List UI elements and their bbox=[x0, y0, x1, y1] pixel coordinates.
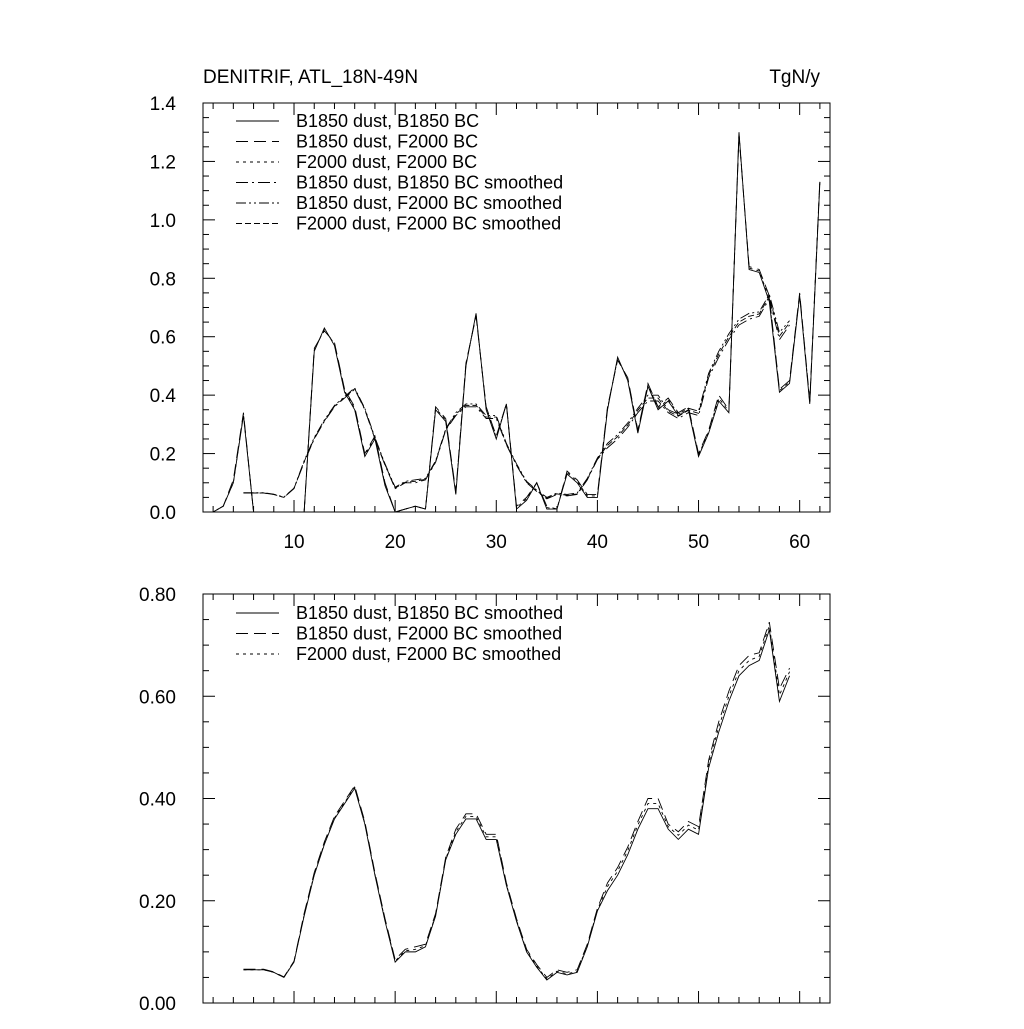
y-tick-label: 0.60 bbox=[139, 687, 176, 709]
series-line bbox=[243, 296, 789, 498]
legend-label: F2000 dust, F2000 BC bbox=[296, 152, 478, 172]
y-tick-label: 1.0 bbox=[149, 210, 176, 232]
bottom-panel bbox=[139, 585, 830, 1015]
series-line bbox=[243, 623, 789, 979]
x-tick-label: 10 bbox=[283, 532, 305, 553]
y-tick-label: 1.4 bbox=[149, 94, 176, 115]
top-legend bbox=[236, 111, 563, 234]
legend-label: B1850 dust, B1850 BC smoothed bbox=[296, 603, 564, 623]
legend-label: B1850 dust, B1850 BC bbox=[296, 111, 480, 131]
y-tick-label: 0.8 bbox=[149, 269, 176, 291]
x-tick-label: 50 bbox=[687, 532, 710, 553]
bottom-series-lines bbox=[243, 622, 789, 980]
y-tick-label: 0.2 bbox=[149, 444, 176, 466]
chart-title: DENITRIF, ATL_18N-49N bbox=[203, 67, 419, 88]
y-tick-label: 0.6 bbox=[149, 327, 176, 349]
y-tick-label: 0.0 bbox=[149, 503, 176, 524]
y-tick-label: 0.4 bbox=[149, 386, 176, 408]
bottom-legend bbox=[236, 603, 563, 664]
legend-label: B1850 dust, B1850 BC smoothed bbox=[296, 172, 564, 193]
series-line bbox=[243, 299, 789, 499]
bottom-axis-tick-labels bbox=[139, 585, 176, 1015]
x-tick-label: 30 bbox=[485, 532, 507, 553]
legend-label: B1850 dust, F2000 BC smoothed bbox=[296, 623, 563, 644]
legend-label: B1850 dust, F2000 BC smoothed bbox=[296, 193, 563, 213]
top-axis-tick-labels bbox=[150, 94, 811, 553]
series-line bbox=[243, 294, 789, 497]
top-panel bbox=[150, 67, 830, 553]
legend-label: F2000 dust, F2000 BC smoothed bbox=[296, 644, 562, 664]
legend-label: F2000 dust, F2000 BC smoothed bbox=[296, 213, 562, 234]
x-tick-label: 60 bbox=[789, 532, 811, 553]
y-tick-label: 0.40 bbox=[139, 789, 176, 811]
series-line bbox=[243, 622, 789, 977]
chart-units: TgN/y bbox=[769, 67, 820, 88]
series-line bbox=[243, 630, 789, 980]
x-tick-label: 40 bbox=[586, 532, 608, 553]
x-tick-label: 20 bbox=[384, 532, 406, 553]
y-tick-label: 1.2 bbox=[149, 152, 176, 174]
legend-label: B1850 dust, F2000 BC bbox=[296, 131, 479, 152]
y-tick-label: 0.80 bbox=[139, 585, 176, 606]
y-tick-label: 0.00 bbox=[139, 994, 176, 1015]
y-tick-label: 0.20 bbox=[139, 891, 176, 913]
